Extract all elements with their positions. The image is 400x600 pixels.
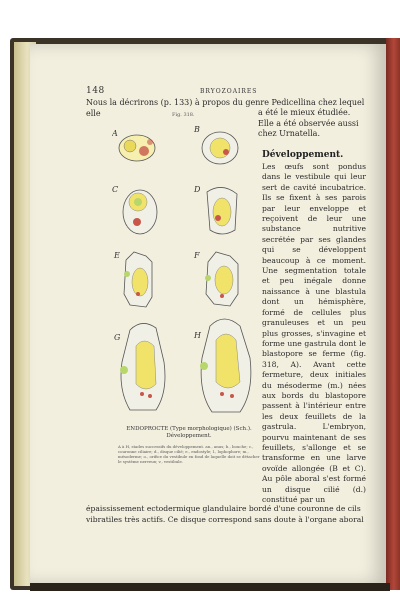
panel-label-C: C (112, 185, 119, 194)
figure-caption-note: A à H, stades successifs du développement. an., anus; b., bouche; c., couronne ciliaire; d., disque cilié; e., endostyle; l., lophophore; m., mésoderme; o., orifice du vestibule en fond de laquelle doit se détacher le système nerveux; v., vestibule. (118, 444, 260, 465)
body-column: Les œufs sont pondus dans le vestibule qui leur sert de cavité incubatrice. Ils se fixent à ses parois par leur enveloppe et reçoivent de leur une substance nutritive secrétée par ses glandes qui se développent beaucoup à ce moment. Une segmentation totale et peu inégale donne naissance à une blastula dont un hémisphère, formé de cellules plus granuleuses et un peu plus grosses, s'invagine et forme une gastrula dont le blastopore se ferme (fig. 318, A). Avant cette fermeture, deux initiales du mésoderme (m.) nées aux bords du blastopore passent à l'intérieur entre les deux feuillets de la gastrula. L'embryon, pourvu maintenant de ses feuillets, s'allonge et se transforme en une larve ovoïde allongée (B et C). Au pôle aboral s'est formé un disque cilié (d.) constitué par un (262, 162, 366, 504)
panel-C (112, 185, 157, 234)
panel-D (193, 185, 237, 234)
page-shadow (30, 583, 390, 591)
page-number: 148 (86, 86, 105, 96)
figure-caption (120, 426, 258, 440)
intro-paragraph-continuation: a été le mieux étudiée. Elle a été observée aussi chez Urnatella. (258, 108, 359, 139)
panel-H (193, 319, 251, 412)
panel-A (112, 129, 155, 161)
panel-label-B: B (194, 125, 200, 134)
panel-label-D: D (194, 185, 201, 194)
section-heading: Développement. (262, 150, 344, 160)
figure-number: Fig. 318. (172, 112, 195, 118)
book-spine-edge (386, 38, 400, 590)
panel-B (193, 125, 238, 164)
embryo-development-figure (112, 122, 262, 422)
panel-label-A: A (112, 129, 118, 138)
bottom-paragraph: épaississement ectodermique glandulaire bordé d'une couronne de cils vibratiles très actifs. Ce disque correspond sans doute à l'organe aboral (86, 504, 364, 524)
intro-paragraph: Nous la décrirons (p. 133) à propos du genre Pedicellina chez lequel elle (86, 98, 365, 118)
panel-E (113, 251, 152, 307)
panel-label-F: F (194, 251, 200, 260)
figure-caption-subtitle: Développement. (166, 433, 212, 439)
figure-caption-title: ENDOPROCTE (Type morphologique) (Sch.). (126, 426, 252, 432)
panel-label-H: H (194, 331, 201, 340)
running-title: BRYOZOAIRES (200, 88, 258, 95)
panel-label-G: G (114, 333, 121, 342)
panel-label-E: E (114, 251, 120, 260)
panel-F (193, 251, 238, 306)
panel-G (114, 323, 165, 410)
